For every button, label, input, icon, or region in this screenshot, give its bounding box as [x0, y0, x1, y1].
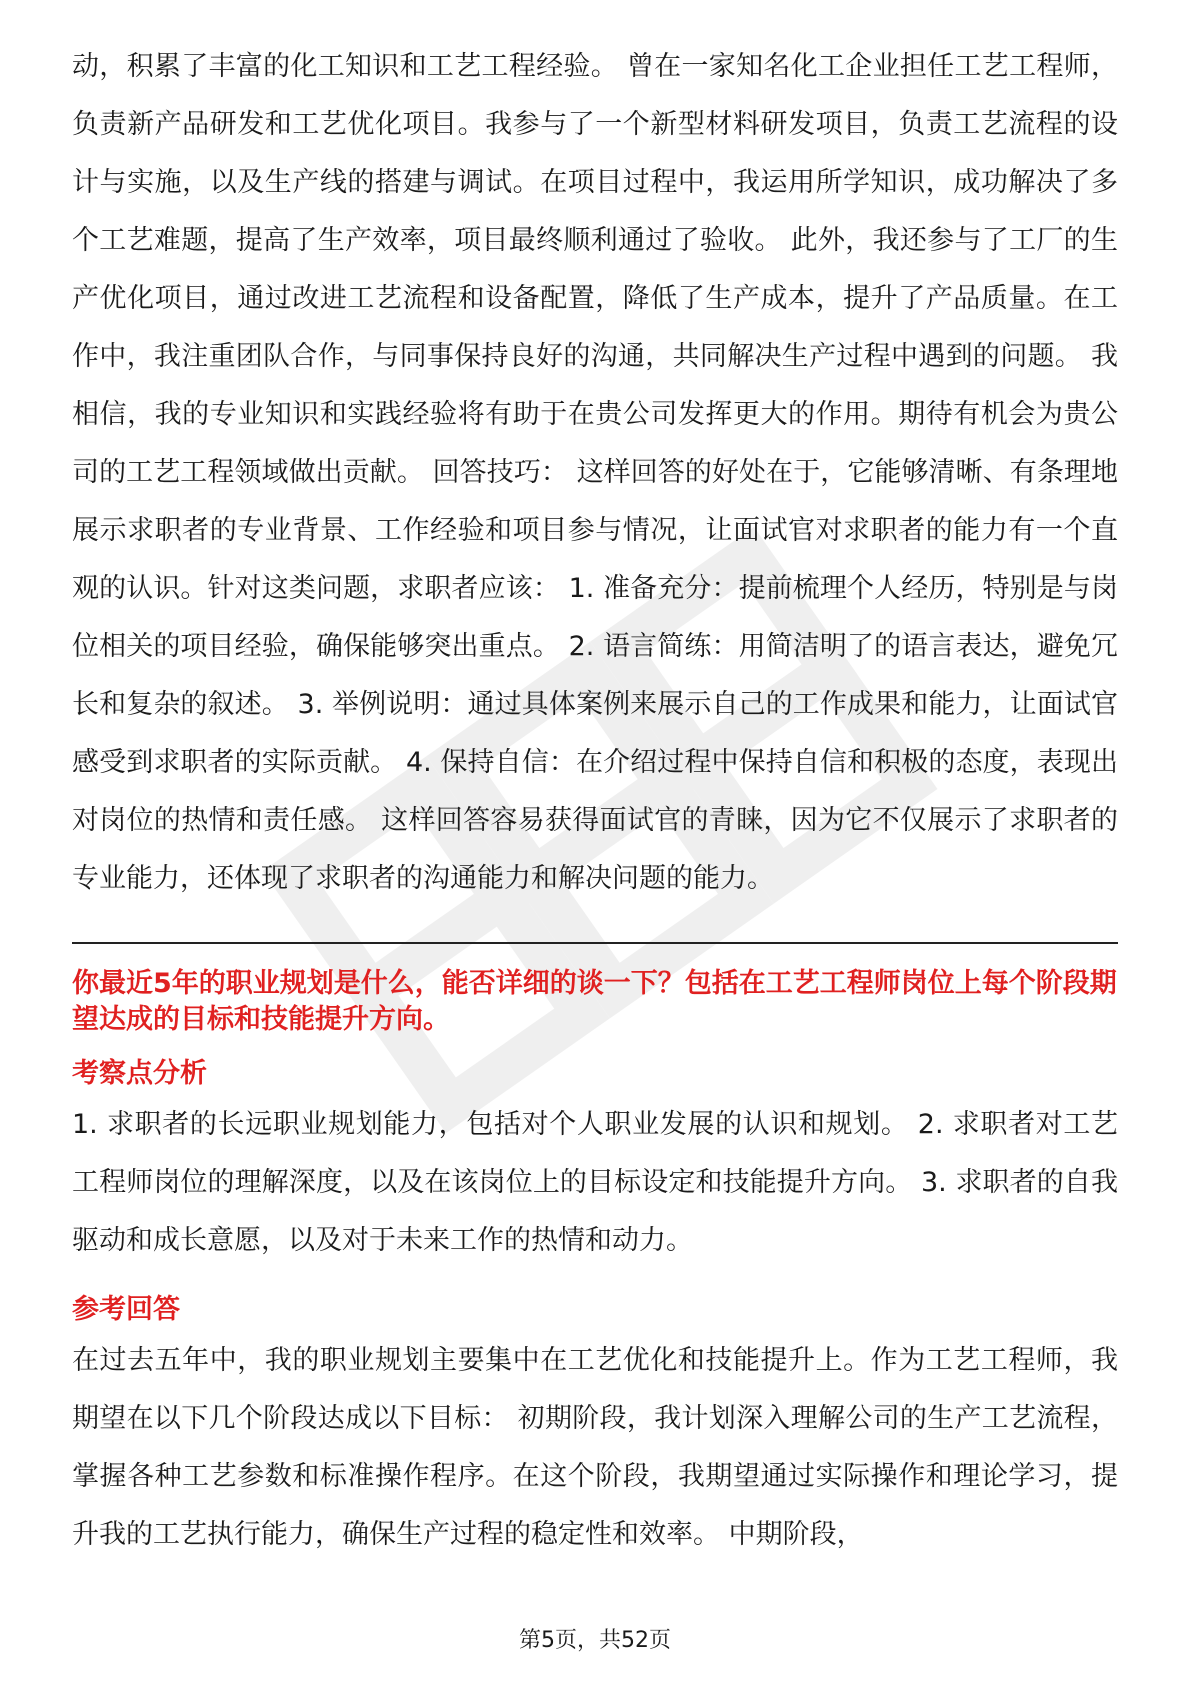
page-number: 第5页，共52页 [519, 1628, 671, 1653]
intro-paragraph: 动，积累了丰富的化工知识和工艺工程经验。 曾在一家知名化工企业担任工艺工程师，负责新产品研发和工艺优化项目。我参与了一个新型材料研发项目，负责工艺流程的设计与实施，以及生产线的搭建与调试。在项目过程中，我运用所学知识，成功解决了多个工艺难题，提高了生产效率，项目最终顺利通过了验收。 此外，我还参与了工厂的生产优化项目，通过改进工艺流程和设备配置，降低了生产成本，提升了产品质量。在工作中，我注重团队合作，与同事保持良好的沟通，共同解决生产过程中遇到的问题。 我相信，我的专业知识和实践经验将有助于在贵公司发挥更大的作用。期待有机会为贵公司的工艺工程领域做出贡献。 回答技巧： 这样回答的好处在于，它能够清晰、有条理地展示求职者的专业背景、工作经验和项目参与情况，让面试官对求职者的能力有一个直观的认识。针对这类问题，求职者应该： 1. 准备充分：提前梳理个人经历，特别是与岗位相关的项目经验，确保能够突出重点。 2. 语言简练：用简洁明了的语言表达，避免冗长和复杂的叙述。 3. 举例说明：通过具体案例来展示自己的工作成果和能力，让面试官感受到求职者的实际贡献。 4. 保持自信：在介绍过程中保持自信和积极的态度，表现出对岗位的热情和责任感。 这样回答容易获得面试官的青睐，因为它不仅展示了求职者的专业能力，还体现了求职者的沟通能力和解决问题的能力。 [72, 51, 1118, 894]
analysis-paragraph: 1. 求职者的长远职业规划能力，包括对个人职业发展的认识和规划。 2. 求职者对工艺工程师岗位的理解深度，以及在该岗位上的目标设定和技能提升方向。 3. 求职者的自我驱动和成长意愿，以及对于未来工作的热情和动力。 [72, 1109, 1118, 1256]
page-content [72, 38, 1118, 1564]
analysis-heading: 考察点分析 [72, 1058, 207, 1089]
section-divider [72, 942, 1118, 944]
interview-question: 你最近5年的职业规划是什么，能否详细的谈一下？包括在工艺工程师岗位上每个阶段期望达成的目标和技能提升方向。 [72, 968, 1117, 1035]
reference-heading: 参考回答 [72, 1294, 180, 1325]
reference-paragraph: 在过去五年中，我的职业规划主要集中在工艺优化和技能提升上。作为工艺工程师，我期望在以下几个阶段达成以下目标： 初期阶段，我计划深入理解公司的生产工艺流程，掌握各种工艺参数和标准操作程序。在这个阶段，我期望通过实际操作和理论学习，提升我的工艺执行能力，确保生产过程的稳定性和效率。 中期阶段， [72, 1345, 1118, 1550]
